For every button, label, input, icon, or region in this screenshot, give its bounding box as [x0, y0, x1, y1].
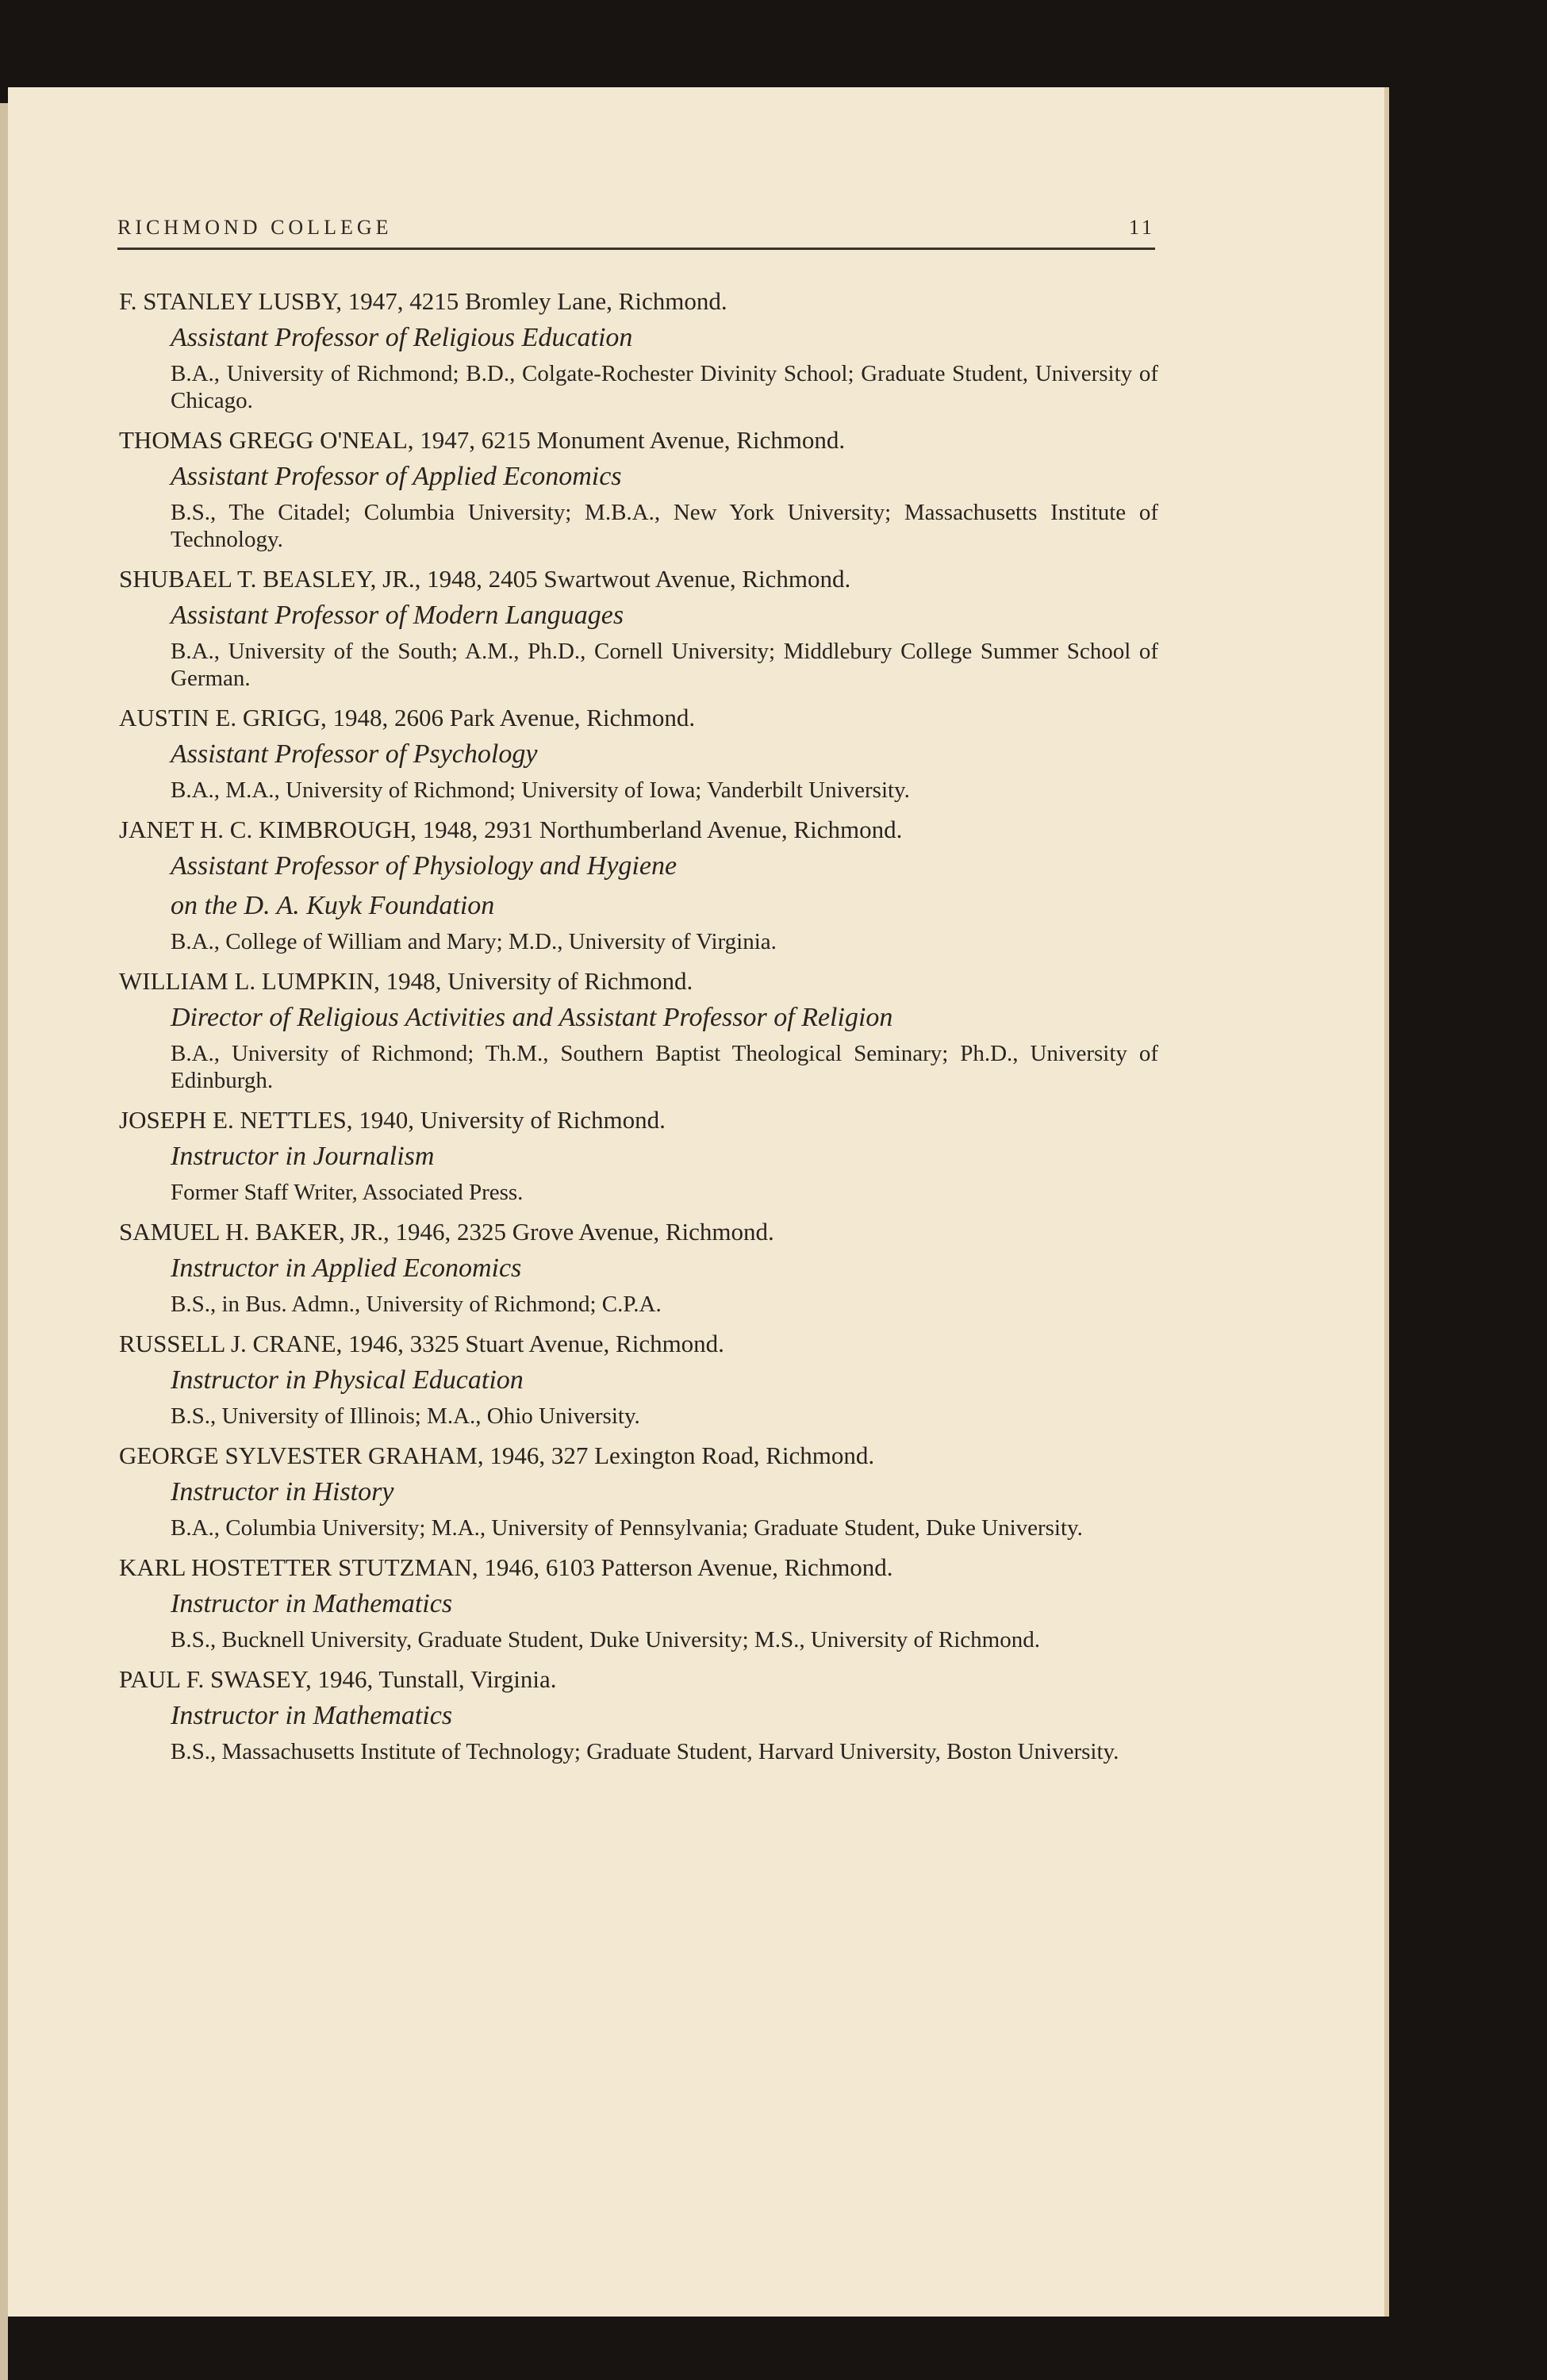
faculty-credentials: B.A., College of William and Mary; M.D., University of Virginia. — [171, 929, 777, 954]
faculty-title: Instructor in Physical Education — [171, 1365, 524, 1395]
faculty-title: Assistant Professor of Modern Languages — [171, 601, 624, 630]
faculty-credentials: B.S., University of Illinois; M.A., Ohio University. — [171, 1403, 640, 1429]
faculty-title: Instructor in Mathematics — [171, 1701, 453, 1730]
faculty-title: Assistant Professor of Religious Education — [171, 323, 633, 352]
faculty-title: Director of Religious Activities and Assistant Professor of Religion — [171, 1003, 893, 1032]
faculty-title-continued: on the D. A. Kuyk Foundation — [171, 891, 495, 920]
faculty-entry — [119, 1440, 1158, 1541]
faculty-credentials: B.S., Massachusetts Institute of Technology; Graduate Student, Harvard University, Boston University. — [171, 1739, 1119, 1764]
faculty-entry — [119, 286, 1158, 414]
faculty-name: THOMAS GREGG O'NEAL, 1947, 6215 Monument Avenue, Richmond. — [119, 426, 846, 454]
faculty-title: Assistant Professor of Applied Economics — [171, 462, 622, 491]
faculty-credentials: Former Staff Writer, Associated Press. — [171, 1180, 524, 1205]
faculty-title: Instructor in Mathematics — [171, 1589, 453, 1618]
running-header — [117, 216, 1155, 250]
faculty-credentials: B.S., The Citadel; Columbia University; M.B.A., New York University; Massachusetts Institute of Technology. — [171, 500, 1158, 552]
faculty-entry — [119, 1216, 1158, 1318]
faculty-name: PAUL F. SWASEY, 1946, Tunstall, Virginia. — [119, 1665, 557, 1693]
faculty-list — [119, 286, 1158, 1775]
faculty-credentials: B.A., M.A., University of Richmond; University of Iowa; Vanderbilt University. — [171, 777, 910, 803]
faculty-name: AUSTIN E. GRIGG, 1948, 2606 Park Avenue, Richmond. — [119, 704, 696, 731]
faculty-name: JOSEPH E. NETTLES, 1940, University of Richmond. — [119, 1106, 666, 1134]
faculty-title: Assistant Professor of Physiology and Hygiene — [171, 851, 678, 881]
faculty-credentials: B.A., Columbia University; M.A., University of Pennsylvania; Graduate Student, Duke University. — [171, 1515, 1083, 1541]
faculty-name: GEORGE SYLVESTER GRAHAM, 1946, 327 Lexington Road, Richmond. — [119, 1441, 875, 1469]
header-title: RICHMOND COLLEGE — [117, 216, 393, 239]
faculty-entry — [119, 563, 1158, 692]
faculty-title: Assistant Professor of Psychology — [171, 739, 538, 769]
adjacent-page-edge — [0, 103, 8, 2380]
faculty-name: WILLIAM L. LUMPKIN, 1948, University of Richmond. — [119, 967, 693, 995]
faculty-credentials: B.A., University of Richmond; Th.M., Southern Baptist Theological Seminary; Ph.D., University of Edinburgh. — [171, 1041, 1158, 1093]
faculty-entry — [119, 1552, 1158, 1653]
faculty-title: Instructor in Applied Economics — [171, 1253, 522, 1283]
page-number: 11 — [1128, 216, 1155, 239]
faculty-entry — [119, 702, 1158, 804]
faculty-credentials: B.S., in Bus. Admn., University of Richmond; C.P.A. — [171, 1292, 662, 1317]
faculty-name: F. STANLEY LUSBY, 1947, 4215 Bromley Lane, Richmond. — [119, 287, 727, 315]
faculty-title: Instructor in Journalism — [171, 1142, 435, 1171]
faculty-name: JANET H. C. KIMBROUGH, 1948, 2931 Northumberland Avenue, Richmond. — [119, 816, 903, 843]
faculty-name: KARL HOSTETTER STUTZMAN, 1946, 6103 Patterson Avenue, Richmond. — [119, 1553, 893, 1581]
faculty-entry — [119, 1328, 1158, 1430]
faculty-entry — [119, 1664, 1158, 1765]
faculty-entry — [119, 965, 1158, 1094]
faculty-entry — [119, 1104, 1158, 1206]
faculty-credentials: B.S., Bucknell University, Graduate Student, Duke University; M.S., University of Richmond. — [171, 1627, 1040, 1653]
faculty-credentials: B.A., University of Richmond; B.D., Colgate-Rochester Divinity School; Graduate Student, University of Chicago. — [171, 361, 1158, 413]
faculty-name: SAMUEL H. BAKER, JR., 1946, 2325 Grove Avenue, Richmond. — [119, 1218, 774, 1246]
faculty-title: Instructor in History — [171, 1477, 394, 1507]
faculty-credentials: B.A., University of the South; A.M., Ph.D., Cornell University; Middlebury College Summer School of German. — [171, 639, 1158, 691]
faculty-entry — [119, 814, 1158, 955]
faculty-name: SHUBAEL T. BEASLEY, JR., 1948, 2405 Swartwout Avenue, Richmond. — [119, 565, 851, 593]
faculty-name: RUSSELL J. CRANE, 1946, 3325 Stuart Avenue, Richmond. — [119, 1330, 724, 1357]
faculty-entry — [119, 424, 1158, 553]
